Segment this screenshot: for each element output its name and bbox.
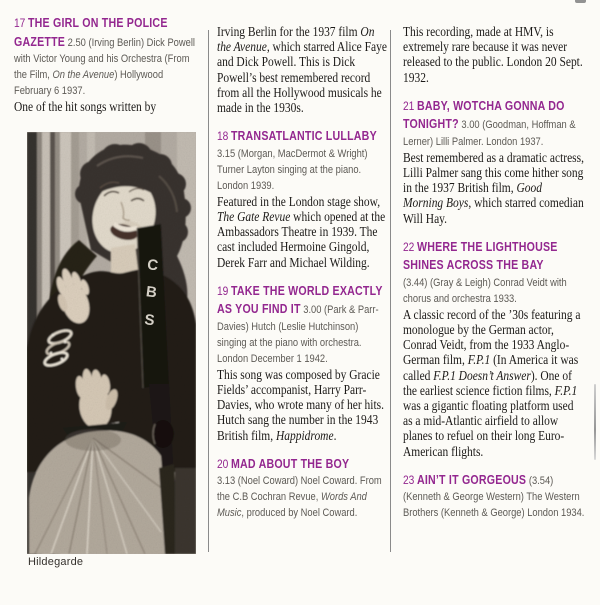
text-segment: F.P.1 Doesn’t Answer (433, 367, 531, 383)
mic-letter-c: C (146, 256, 160, 275)
track-commentary (14, 99, 201, 114)
track-credits (217, 475, 382, 519)
column-divider-left (208, 30, 209, 552)
track-title: MAD ABOUT THE BOY (230, 456, 350, 471)
track-commentary (403, 307, 585, 459)
track-number: 21 (403, 98, 415, 113)
track-commentary (217, 194, 387, 270)
text-segment: Good Morning Boys (403, 180, 542, 211)
scan-artifact-top (575, 0, 586, 3)
text-segment: 3.15 (Morgan, MacDermot & Wright) Turner Layton singing at the piano. London 1939. (217, 147, 368, 192)
column-middle (217, 24, 387, 521)
text-segment: On the Avenue (217, 24, 375, 55)
track-title: BABY, WOTCHA GONNA DO TONIGHT? (403, 98, 565, 132)
track-entry-17 (14, 14, 201, 99)
text-segment: One of the hit songs written by (14, 99, 157, 114)
track-credits (217, 148, 368, 192)
text-segment: 3.00 (Park & Parr-Davies) Hutch (Leslie Hutchinson) singing at the piano with orchestra. London December 1 1942. (217, 304, 379, 365)
text-segment: Happidrome (275, 427, 334, 443)
scan-artifact-page-curl (594, 384, 596, 460)
track-number: 19 (217, 283, 229, 298)
track-commentary (403, 150, 585, 226)
text-segment: was a gigantic floating platform used as a mid-Atlantic airfield to allow planes to refuel on their long Euro-American flights. (403, 398, 574, 459)
film-grain-overlay (27, 132, 196, 554)
mic-letter-b: B (144, 283, 158, 302)
track-entry-23 (403, 471, 585, 522)
text-segment: (3.54) (Kenneth & George Western) The Western Brothers (Kenneth & George) London 1934. (403, 474, 585, 520)
track-entry-22 (403, 238, 585, 307)
text-segment: A classic record of the ’30s featuring a monologue by the German actor, Conrad Veidt, from the 1933 Anglo-German film, (403, 306, 581, 368)
track-number: 17 (14, 16, 26, 30)
lead-commentary (217, 24, 387, 115)
text-segment: This recording, made at HMV, is extremely rare because it was never released to the public. London 20 Sept. 1932. (403, 24, 583, 85)
track-entry-18 (217, 127, 387, 194)
track-number: 23 (403, 472, 415, 487)
text-segment: which opened at the Ambassadors Theatre in 1939. The cast included Hermoine Gingold, Derek Farr and Michael Wilding. (217, 208, 386, 270)
track-number: 22 (403, 239, 415, 254)
text-segment: ) Hollywood February 6 1937. (14, 69, 164, 97)
text-segment: (In America it was called (403, 352, 579, 383)
text-segment: , produced by Noel Coward. (241, 507, 358, 520)
track-title: WHERE THE LIGHTHOUSE SHINES ACROSS THE BAY (403, 239, 558, 273)
track-entry-20 (217, 455, 387, 522)
text-segment: 3.13 (Noel Coward) Noel Coward. From the C.B Cochran Revue, (217, 475, 382, 504)
text-segment: 2.50 (Irving Berlin) Dick Powell with Victor Young and his Orchestra (From the Film, (14, 36, 195, 81)
text-segment: The Gate Revue (217, 208, 291, 224)
text-segment: . (333, 427, 337, 443)
text-segment: (3.44) (Gray & Leigh) Conrad Veidt with chorus and orchestra 1933. (403, 276, 567, 305)
track-title: AIN’T IT GORGEOUS (416, 472, 527, 487)
track-title: THE GIRL ON THE POLICE GAZETTE (14, 16, 168, 49)
text-segment: Featured in the London stage show, (217, 193, 381, 209)
mic-letter-s: S (143, 311, 156, 330)
photo-caption: Hildegarde (28, 556, 84, 568)
lead-commentary (403, 24, 585, 85)
column-divider-right (390, 30, 391, 552)
hildegarde-photo (27, 132, 196, 554)
text-segment: , which starred Alice Faye and Dick Powell. This is Dick Powell’s best remembered record from all the Hollywood musicals he made in the 1930s. (217, 39, 387, 116)
track-commentary (217, 367, 387, 443)
text-segment: Words And Music (217, 491, 367, 520)
column-right (403, 24, 585, 521)
text-segment: On the Avenue (52, 69, 115, 81)
column-left (14, 14, 201, 114)
track-credits (403, 277, 567, 305)
track-entry-19 (217, 282, 387, 367)
text-segment: F.P.1 (554, 382, 578, 398)
track-entry-21 (403, 97, 585, 150)
text-segment: 3.00 (Goodman, Hoffman & Lerner) Lilli Palmer. London 1937. (403, 119, 576, 148)
text-segment: Best remembered as a dramatic actress, Lilli Palmer sang this come hither song in the 1937 British film, (403, 149, 584, 196)
text-segment: F.P.1 (467, 352, 491, 368)
track-number: 20 (217, 456, 229, 471)
text-segment: , which starred comedian Will Hay. (403, 195, 584, 226)
text-segment: Irving Berlin for the 1937 film (217, 24, 361, 39)
text-segment: This song was composed by Gracie Fields’ accompanist, Harry Parr-Davies, who wrote many of her hits. Hutch sang the number in the 1943 British film, (217, 366, 384, 443)
track-number: 18 (217, 129, 229, 144)
track-title: TAKE THE WORLD EXACTLY AS YOU FIND IT (217, 283, 383, 317)
text-segment: ). One of the earliest science fiction films, (403, 367, 572, 398)
track-title: TRANSATLANTIC LULLABY (230, 129, 377, 144)
